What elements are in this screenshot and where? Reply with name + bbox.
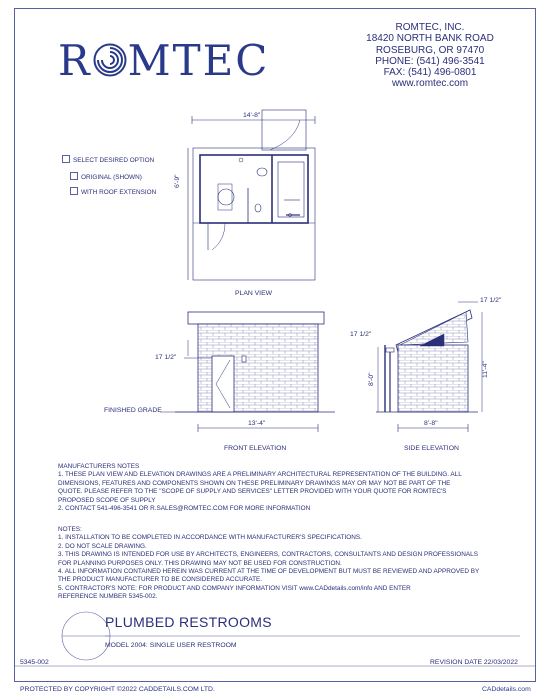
front-width-dim: 13'-4" bbox=[248, 420, 266, 427]
plan-depth-dim: 6'-9" bbox=[174, 174, 181, 188]
manufacturer-note-line: DIMENSIONS, FEATURES AND COMPONENTS SHOWN ON THESE PRELIMINARY DRAWINGS MAY OR MAY NOT BE PART OF THE bbox=[58, 479, 451, 487]
note-line: 3. THIS DRAWING IS INTENDED FOR USE BY ARCHITECTS, ENGINEERS, CONTRACTORS, CONSULTANTS AND DESIGN PROFESSIONALS bbox=[58, 551, 478, 559]
manufacturer-note-line: 2. CONTACT 541-496-3541 OR R.SALES@ROMTEC.COM FOR MORE INFORMATION bbox=[58, 505, 311, 513]
side-width-dim: 8'-8" bbox=[424, 420, 438, 427]
note-line: REFERENCE NUMBER 5345-002. bbox=[58, 593, 158, 601]
note-line: THE PRODUCT MANUFACTURER TO BE CONSIDERED ACCURATE. bbox=[58, 576, 263, 584]
company-street: 18420 NORTH BANK ROAD bbox=[366, 33, 494, 45]
notes-header: NOTES: bbox=[58, 526, 82, 533]
logo-letters-mtec: MTEC bbox=[127, 36, 270, 85]
side-elevation bbox=[376, 302, 482, 432]
caddetails-link[interactable]: CADdetails.com bbox=[482, 686, 531, 693]
side-top-dim: 17 1/2" bbox=[480, 297, 502, 304]
logo-letter-r: R bbox=[58, 36, 92, 85]
general-notes bbox=[58, 526, 479, 602]
company-name: ROMTEC, INC. bbox=[395, 22, 465, 33]
plan-width-dim: 14'-8" bbox=[243, 112, 261, 119]
side-wall-dim: 8'-0" bbox=[368, 372, 375, 386]
company-phone: PHONE: (541) 496-3541 bbox=[375, 55, 485, 67]
drawing-title: PLUMBED RESTROOMS bbox=[105, 614, 272, 630]
note-line: 2. DO NOT SCALE DRAWING. bbox=[58, 542, 147, 550]
finished-grade-label: FINISHED GRADE bbox=[104, 407, 162, 414]
drawing-subtitle: MODEL 2004: SINGLE USER RESTROOM bbox=[105, 642, 237, 649]
manufacturer-note-line: QUOTE. PLEASE REFER TO THE "SCOPE OF SUPPLY AND SERVICES" LETTER PROVIDED WITH YOUR QUOTE FOR ROMTEC'S bbox=[58, 488, 447, 496]
manufacturer-note-line: 1. THESE PLAN VIEW AND ELEVATION DRAWINGS ARE A PRELIMINARY ARCHITECTURAL REPRESENTATION OF THE BUILDING. ALL bbox=[58, 471, 462, 479]
option-original-label: ORIGINAL (SHOWN) bbox=[81, 174, 142, 181]
company-fax: FAX: (541) 496-0801 bbox=[383, 67, 477, 79]
side-elevation-label: SIDE ELEVATION bbox=[404, 445, 459, 452]
option-roof-label: WITH ROOF EXTENSION bbox=[81, 189, 157, 196]
side-total-dim: 11'-4" bbox=[482, 361, 489, 378]
plan-view-label: PLAN VIEW bbox=[235, 290, 273, 297]
option-header-label: SELECT DESIRED OPTION bbox=[73, 157, 155, 164]
copyright-notice: PROTECTED BY COPYRIGHT ©2022 CADDETAILS.COM LTD. bbox=[20, 686, 215, 693]
front-side-dim: 17 1/2" bbox=[155, 354, 177, 361]
manufacturer-note-line: PROPOSED SCOPE OF SUPPLY bbox=[58, 496, 156, 504]
reference-number: 5345-002 bbox=[20, 659, 49, 666]
manufacturer-notes bbox=[58, 463, 462, 513]
company-website[interactable]: www.romtec.com bbox=[391, 78, 469, 90]
note-line: 1. INSTALLATION TO BE COMPLETED IN ACCORDANCE WITH MANUFACTURER'S SPECIFICATIONS. bbox=[58, 534, 362, 542]
note-line: 4. ALL INFORMATION CONTAINED HEREIN WAS CURRENT AT THE TIME OF DEVELOPMENT BUT MUST BE REVIEWED AND APPROVED BY bbox=[58, 568, 480, 576]
front-elevation-label: FRONT ELEVATION bbox=[224, 445, 287, 452]
manufacturer-notes-header: MANUFACTURERS NOTES bbox=[58, 463, 140, 470]
note-line: 5. CONTRACTOR'S NOTE: FOR PRODUCT AND COMPANY INFORMATION VISIT www.CADdetails.com/info AND ENTER bbox=[58, 584, 411, 592]
company-city: ROSEBURG, OR 97470 bbox=[375, 44, 485, 56]
note-line: FOR PLANNING PURPOSES ONLY. THIS DRAWING MAY NOT BE USED FOR CONSTRUCTION. bbox=[58, 559, 342, 567]
plan-view bbox=[188, 110, 315, 280]
revision-date: REVISION DATE 22/03/2022 bbox=[430, 659, 518, 666]
side-left-dim: 17 1/2" bbox=[350, 331, 372, 338]
front-elevation bbox=[160, 312, 335, 432]
